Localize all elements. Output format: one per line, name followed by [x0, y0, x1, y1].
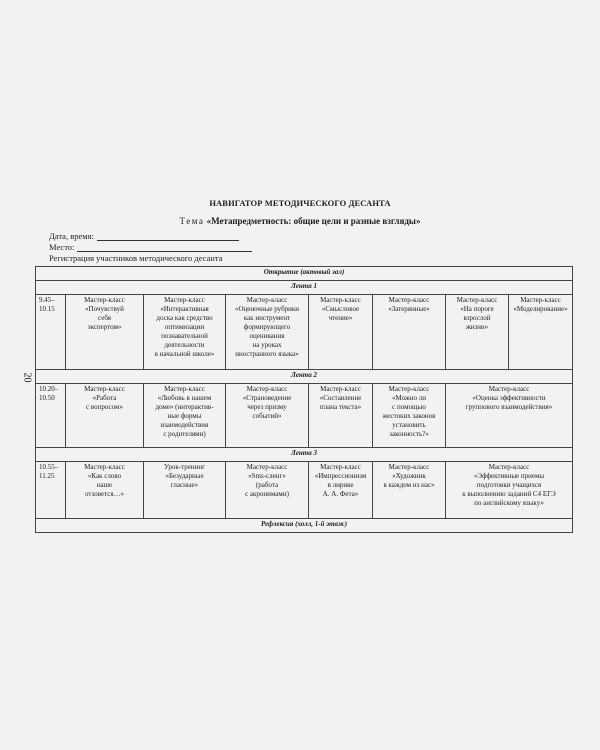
session-cell	[144, 384, 226, 448]
session-text: ные формы	[167, 412, 202, 420]
date-field	[49, 231, 239, 241]
session-text: доме» (интерактив-	[155, 403, 214, 411]
session-text: А. А. Фета»	[322, 490, 359, 498]
session-text: «Импрессионизм	[314, 472, 367, 480]
session-type: Мастер-класс	[388, 296, 430, 304]
session-cell-wide	[446, 462, 573, 519]
session-text: в начальной школе»	[154, 350, 215, 358]
session-text: с акронимами)	[245, 490, 289, 498]
time-end: 10.50	[39, 394, 55, 402]
reflection-row	[36, 519, 573, 533]
session-text: подготовки учащихся	[476, 481, 542, 489]
session-cell	[373, 295, 446, 370]
lenta2-header-row	[36, 370, 573, 384]
session-text: «На пороге	[460, 305, 494, 313]
session-text: экспертом»	[87, 323, 122, 331]
session-type: Мастер-класс	[84, 385, 125, 393]
session-type: Мастер-класс	[520, 296, 561, 304]
session-text: с вопросом»	[86, 403, 123, 411]
session-cell	[309, 384, 373, 448]
session-text: отзовется…»	[84, 490, 125, 498]
place-label: Место:	[49, 242, 75, 252]
session-cell	[373, 384, 446, 448]
session-text: «Художник	[392, 472, 426, 480]
place-field	[49, 242, 252, 252]
session-type: Мастер-класс	[246, 385, 288, 393]
registration-line	[49, 253, 223, 263]
session-cell	[226, 462, 309, 519]
session-text: с родителями)	[163, 430, 206, 438]
session-type: Мастер-класс	[246, 296, 288, 304]
session-type: Мастер-класс	[84, 463, 125, 471]
session-text: (работа	[255, 481, 279, 489]
session-text: гласные»	[170, 481, 199, 489]
lenta2-time	[36, 384, 66, 448]
opening-cell: Открытие (актовый зал)	[36, 267, 573, 281]
reflection-cell: Рефлексия (холл, 1-й этаж)	[36, 519, 573, 533]
lenta2-header: Лента 2	[36, 370, 573, 384]
session-text: «Sms-сленг»	[248, 472, 286, 480]
session-text: «Как слово	[87, 472, 122, 480]
page-number: 20	[21, 372, 33, 383]
session-text: законность?»	[389, 430, 429, 438]
session-cell	[144, 462, 226, 519]
session-text: через призму	[247, 403, 287, 411]
session-text: «Смысловое	[321, 305, 360, 313]
session-text: взаимодействия	[160, 421, 209, 429]
session-text: «Безударные	[165, 472, 204, 480]
lenta3-time	[36, 462, 66, 519]
session-cell	[373, 462, 446, 519]
date-blank-line	[97, 231, 239, 241]
session-type: Мастер-класс	[246, 463, 288, 471]
session-type: Мастер-класс	[84, 296, 125, 304]
session-text: «Любовь в нашем	[157, 394, 212, 402]
session-text: установить	[392, 421, 426, 429]
session-cell	[226, 384, 309, 448]
place-blank-line	[77, 242, 252, 252]
session-text: «Почувствуй	[85, 305, 124, 313]
schedule-table	[35, 266, 573, 533]
opening-row	[36, 267, 573, 281]
session-text: деятельности	[164, 341, 205, 349]
lenta3-row	[36, 462, 573, 519]
session-cell-wide	[446, 384, 573, 448]
session-text: «Составление	[319, 394, 362, 402]
lenta3-header-row	[36, 448, 573, 462]
time-end: 10.15	[39, 305, 55, 313]
session-type: Мастер-класс	[488, 463, 530, 471]
session-text: оценивания	[249, 332, 285, 340]
session-type: Мастер-класс	[320, 296, 361, 304]
session-text: доска как средство	[156, 314, 213, 322]
session-text: как инструмент	[243, 314, 291, 322]
lenta3-header: Лента 3	[36, 448, 573, 462]
session-text: чтение»	[328, 314, 353, 322]
lenta1-header: Лента 1	[36, 281, 573, 295]
session-type: Мастер-класс	[320, 385, 361, 393]
theme-label: Тема	[179, 216, 205, 226]
time-start: 10.20–	[39, 385, 59, 393]
session-type: Мастер-класс	[456, 296, 498, 304]
session-text: взрослой	[463, 314, 491, 322]
session-text: «Оценка эффективности	[472, 394, 546, 402]
session-cell	[66, 295, 144, 370]
session-text: с помощью	[392, 403, 426, 411]
session-text: жестоких законов	[382, 412, 436, 420]
session-cell	[309, 462, 373, 519]
session-cell	[144, 295, 226, 370]
session-cell	[66, 384, 144, 448]
time-start: 9.45–	[39, 296, 55, 304]
session-text: «Интерактивная	[160, 305, 209, 313]
session-text: иностранного языка»	[235, 350, 299, 358]
session-type: Урок-тренинг	[164, 463, 205, 471]
session-text: наше	[96, 481, 113, 489]
registration-text: Регистрация участников методического десанта	[49, 253, 223, 263]
session-text: к выполнению заданий С4 ЕГЭ	[462, 490, 556, 498]
session-text: «Моделирование»	[513, 305, 568, 313]
time-end: 11.25	[39, 472, 55, 480]
theme-line	[0, 216, 600, 226]
session-text: «Можно ли	[392, 394, 426, 402]
date-label: Дата, время:	[49, 231, 94, 241]
document-title-text: НАВИГАТОР МЕТОДИЧЕСКОГО ДЕСАНТА	[209, 198, 391, 208]
lenta2-row	[36, 384, 573, 448]
session-text: на уроках	[252, 341, 282, 349]
session-text: «Оценочные рубрики	[234, 305, 300, 313]
session-text: оптимизации	[164, 323, 205, 331]
session-text: в лирике	[327, 481, 354, 489]
session-type: Мастер-класс	[388, 385, 430, 393]
session-text: плана текста»	[319, 403, 362, 411]
session-text: группового взаимодействия»	[465, 403, 553, 411]
time-start: 10.55–	[39, 463, 59, 471]
lenta1-row	[36, 295, 573, 370]
session-cell	[66, 462, 144, 519]
session-type: Мастер-класс	[164, 296, 205, 304]
document-title	[0, 198, 600, 208]
session-type: Мастер-класс	[388, 463, 430, 471]
session-text: жизни»	[465, 323, 489, 331]
session-text: себя	[98, 314, 111, 322]
lenta1-time	[36, 295, 66, 370]
session-cell	[226, 295, 309, 370]
session-text: познавательной	[161, 332, 208, 340]
session-text: «Эффективные приемы	[473, 472, 545, 480]
session-text: «Затерянные»	[388, 305, 430, 313]
session-type: Мастер-класс	[488, 385, 530, 393]
session-cell	[309, 295, 373, 370]
session-text: формирующего	[243, 323, 291, 331]
lenta1-header-row	[36, 281, 573, 295]
session-cell	[446, 295, 509, 370]
session-type: Мастер-класс	[164, 385, 205, 393]
session-text: «Страноведение	[242, 394, 292, 402]
session-type: Мастер-класс	[320, 463, 361, 471]
session-text: «Работа	[92, 394, 117, 402]
session-text: событий»	[252, 412, 282, 420]
session-cell	[509, 295, 573, 370]
session-text: по английскому языку»	[474, 499, 544, 507]
session-text: в каждом из нас»	[383, 481, 435, 489]
theme-value: «Метапредметность: общие цели и разные взгляды»	[206, 216, 421, 226]
